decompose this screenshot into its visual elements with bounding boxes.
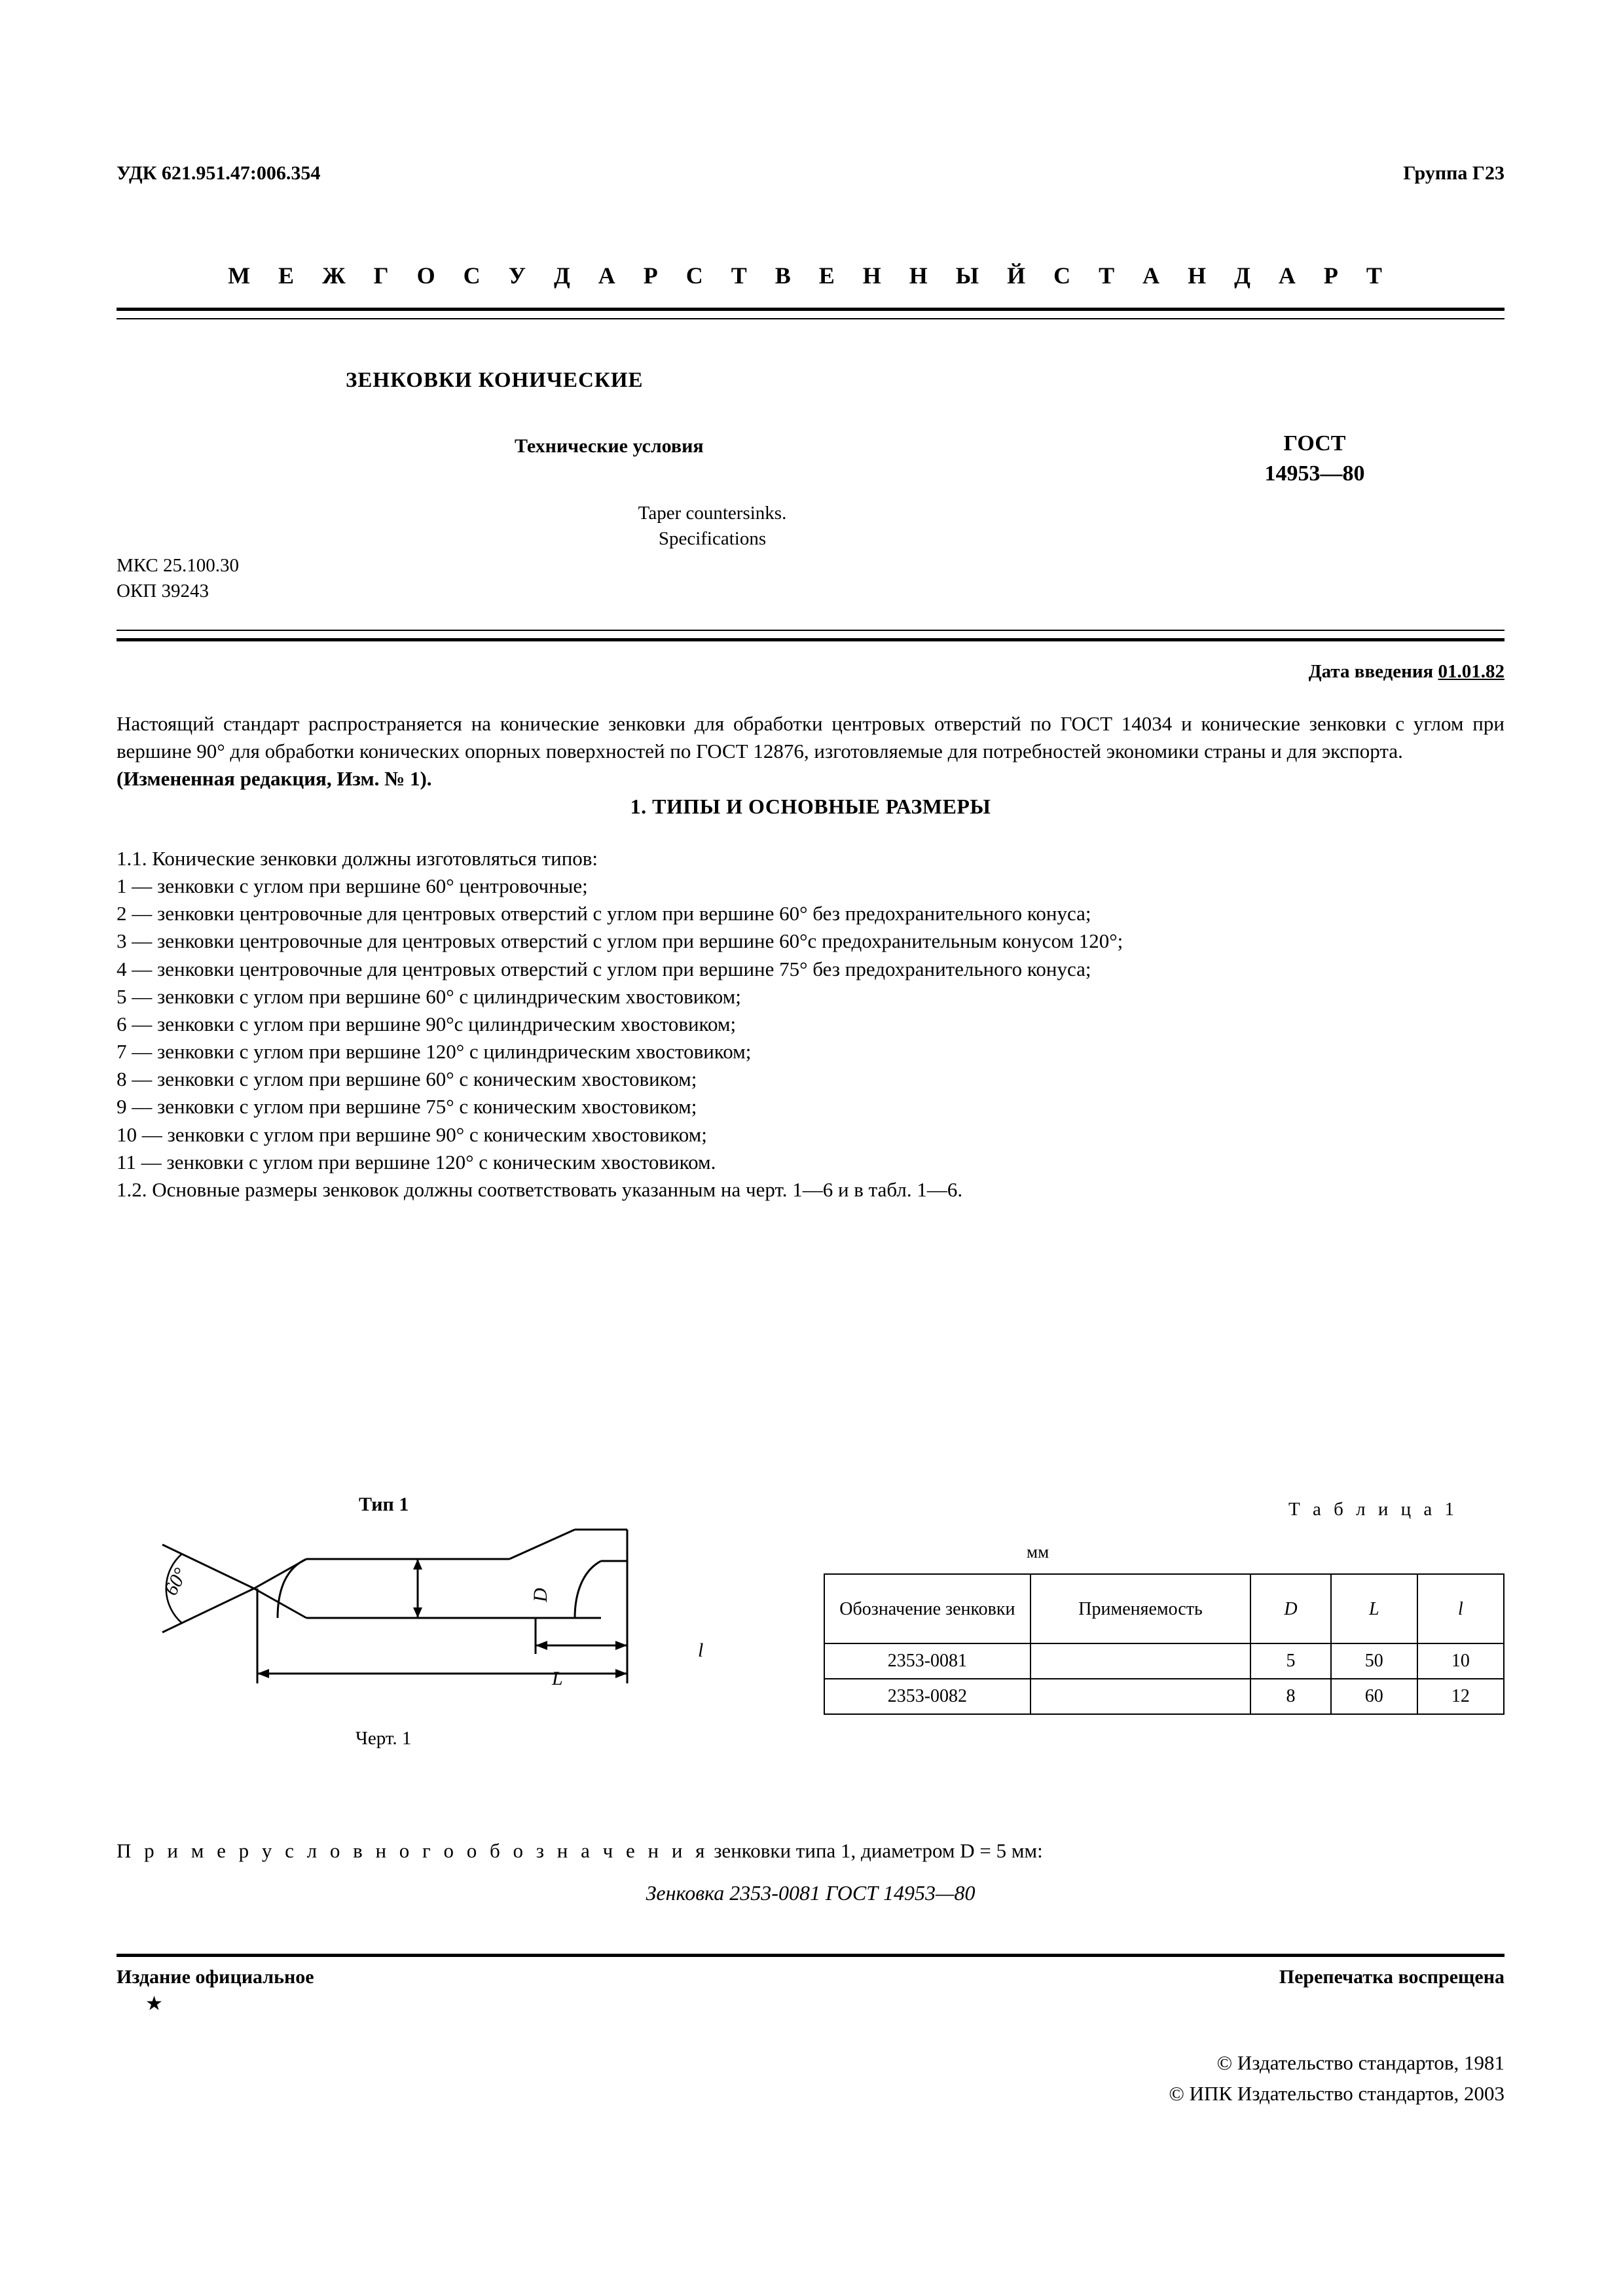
table-cell-D: 8 bbox=[1250, 1679, 1330, 1714]
type-item: 10 — зенковки с углом при вершине 90° с коническим хвостовиком; bbox=[117, 1122, 707, 1146]
star-icon: ★ bbox=[145, 1993, 163, 2015]
edition-label: Издание официальное bbox=[117, 1966, 314, 1988]
divider-top-thin bbox=[117, 318, 1504, 319]
reprint-label: Перепечатка воспрещена bbox=[1279, 1966, 1504, 1988]
effective-date-label: Дата введения bbox=[1308, 661, 1434, 682]
copyright-block bbox=[117, 2048, 1504, 2109]
figure-angle-label: 60° bbox=[160, 1564, 192, 1600]
figure-dim-D: D bbox=[529, 1588, 551, 1602]
document-title: ЗЕНКОВКИ КОНИЧЕСКИЕ bbox=[346, 368, 644, 392]
divider-top-thick bbox=[117, 308, 1504, 311]
type-item: 11 — зенковки с углом при вершине 120° с коническим хвостовиком. bbox=[117, 1150, 716, 1174]
type-item: 3 — зенковки центровочные для центровых отверстий с углом при вершине 60°с предохранительным конусом 120°; bbox=[117, 929, 1123, 953]
example-block bbox=[117, 1839, 1504, 1905]
divider-footer-thick bbox=[117, 1954, 1504, 1957]
table-header-cell: Обозначение зенковки bbox=[824, 1574, 1030, 1643]
type-item: 6 — зенковки с углом при вершине 90°с цилиндрическим хвостовиком; bbox=[117, 1012, 737, 1035]
figure-dim-L: L bbox=[552, 1668, 563, 1689]
table-cell-L: 60 bbox=[1331, 1679, 1417, 1714]
page-footer bbox=[117, 1954, 1504, 2109]
english-title-block bbox=[483, 501, 941, 552]
gost-number: 14953—80 bbox=[1264, 461, 1365, 486]
table-1 bbox=[824, 1573, 1504, 1715]
english-subtitle: Specifications bbox=[658, 528, 767, 550]
table-cell-L: 50 bbox=[1331, 1643, 1417, 1679]
classification-codes bbox=[117, 553, 239, 604]
type-item: 5 — зенковки с углом при вершине 60° с цилиндрическим хвостовиком; bbox=[117, 984, 741, 1008]
type-item: 8 — зенковки с углом при вершине 60° с коническим хвостовиком; bbox=[117, 1067, 697, 1091]
example-line bbox=[117, 1839, 1504, 1863]
types-list bbox=[117, 845, 1504, 1204]
divider-mid-thick bbox=[117, 638, 1504, 641]
header-line bbox=[117, 162, 1504, 185]
copyright-line: © ИПК Издательство стандартов, 2003 bbox=[1169, 2081, 1504, 2105]
revision-note: (Измененная редакция, Изм. № 1). bbox=[117, 767, 432, 791]
figure-caption: Черт. 1 bbox=[356, 1728, 412, 1749]
intro-paragraph: Настоящий стандарт распространяется на конические зенковки для обработки центровых отверстий по ГОСТ 14034 и конические зенковки с углом при вершине 90° для обработки конических опорных поверхностей по ГОСТ 12876, изготовляемые для потребностей экономики страны и для экспорта. bbox=[117, 712, 1504, 763]
table-row bbox=[824, 1679, 1504, 1714]
gost-number-block bbox=[1177, 429, 1452, 489]
okp-code: ОКП 39243 bbox=[117, 581, 209, 602]
table-header-cell: l bbox=[1417, 1574, 1504, 1643]
body-text bbox=[117, 710, 1504, 1204]
effective-date-value: 01.01.82 bbox=[1438, 661, 1504, 682]
type-item: 7 — зенковки с углом при вершине 120° с цилиндрическим хвостовиком; bbox=[117, 1040, 752, 1064]
type-item: 4 — зенковки центровочные для центровых отверстий с углом при вершине 75° без предохранительного конуса; bbox=[117, 957, 1091, 980]
section-1-heading: 1. ТИПЫ И ОСНОВНЫЕ РАЗМЕРЫ bbox=[630, 795, 991, 819]
standard-kind-title: М Е Ж Г О С У Д А Р С Т В Е Н Н Ы Й С Т А Н Д А Р Т bbox=[228, 262, 1393, 289]
example-designation: Зенковка 2353-0081 ГОСТ 14953—80 bbox=[646, 1881, 976, 1905]
copyright-line: © Издательство стандартов, 1981 bbox=[1216, 2051, 1504, 2074]
example-rest: зенковки типа 1, диаметром D = 5 мм: bbox=[708, 1839, 1043, 1862]
type-item: 9 — зенковки с углом при вершине 75° с коническим хвостовиком; bbox=[117, 1095, 697, 1119]
table-units: мм bbox=[1027, 1542, 1049, 1562]
figure-dim-l: l bbox=[698, 1640, 704, 1661]
table-cell-l: 10 bbox=[1417, 1643, 1504, 1679]
table-caption: Т а б л и ц а 1 bbox=[1288, 1499, 1458, 1520]
example-label: П р и м е р у с л о в н о г о о б о з н а ч е н и я bbox=[117, 1839, 709, 1862]
gost-label: ГОСТ bbox=[1283, 431, 1346, 456]
divider-mid-thin bbox=[117, 630, 1504, 631]
english-title: Taper countersinks. bbox=[638, 503, 787, 524]
table-header-cell: Применяемость bbox=[1030, 1574, 1251, 1643]
effective-date bbox=[117, 661, 1504, 683]
table-cell-D: 5 bbox=[1250, 1643, 1330, 1679]
countersink-drawing bbox=[143, 1520, 732, 1736]
table-cell-designation: 2353-0082 bbox=[824, 1679, 1030, 1714]
figure-and-table-area bbox=[117, 1494, 1504, 1806]
table-cell-designation: 2353-0081 bbox=[824, 1643, 1030, 1679]
type-item: 2 — зенковки центровочные для центровых отверстий с углом при вершине 60° без предохранительного конуса; bbox=[117, 902, 1091, 925]
table-header-row bbox=[824, 1574, 1504, 1643]
table-header-cell: D bbox=[1250, 1574, 1330, 1643]
udk-code: УДК 621.951.47:006.354 bbox=[117, 162, 321, 184]
figure-type-label: Тип 1 bbox=[359, 1494, 409, 1515]
table-cell-l: 12 bbox=[1417, 1679, 1504, 1714]
clause-1-1: 1.1. Конические зенковки должны изготовляться типов: bbox=[117, 846, 598, 870]
table-cell-applicability bbox=[1030, 1679, 1251, 1714]
footer-row bbox=[117, 1966, 1504, 1988]
clause-1-2: 1.2. Основные размеры зенковок должны соответствовать указанным на черт. 1—6 и в табл. 1—6. bbox=[117, 1177, 963, 1201]
table-row bbox=[824, 1643, 1504, 1679]
table-cell-applicability bbox=[1030, 1643, 1251, 1679]
mks-code: МКС 25.100.30 bbox=[117, 555, 239, 576]
table-header-cell: L bbox=[1331, 1574, 1417, 1643]
type-item: 1 — зенковки с углом при вершине 60° центровочные; bbox=[117, 874, 588, 898]
group-code: Группа Г23 bbox=[1403, 162, 1504, 184]
document-subtitle: Технические условия bbox=[515, 435, 704, 457]
